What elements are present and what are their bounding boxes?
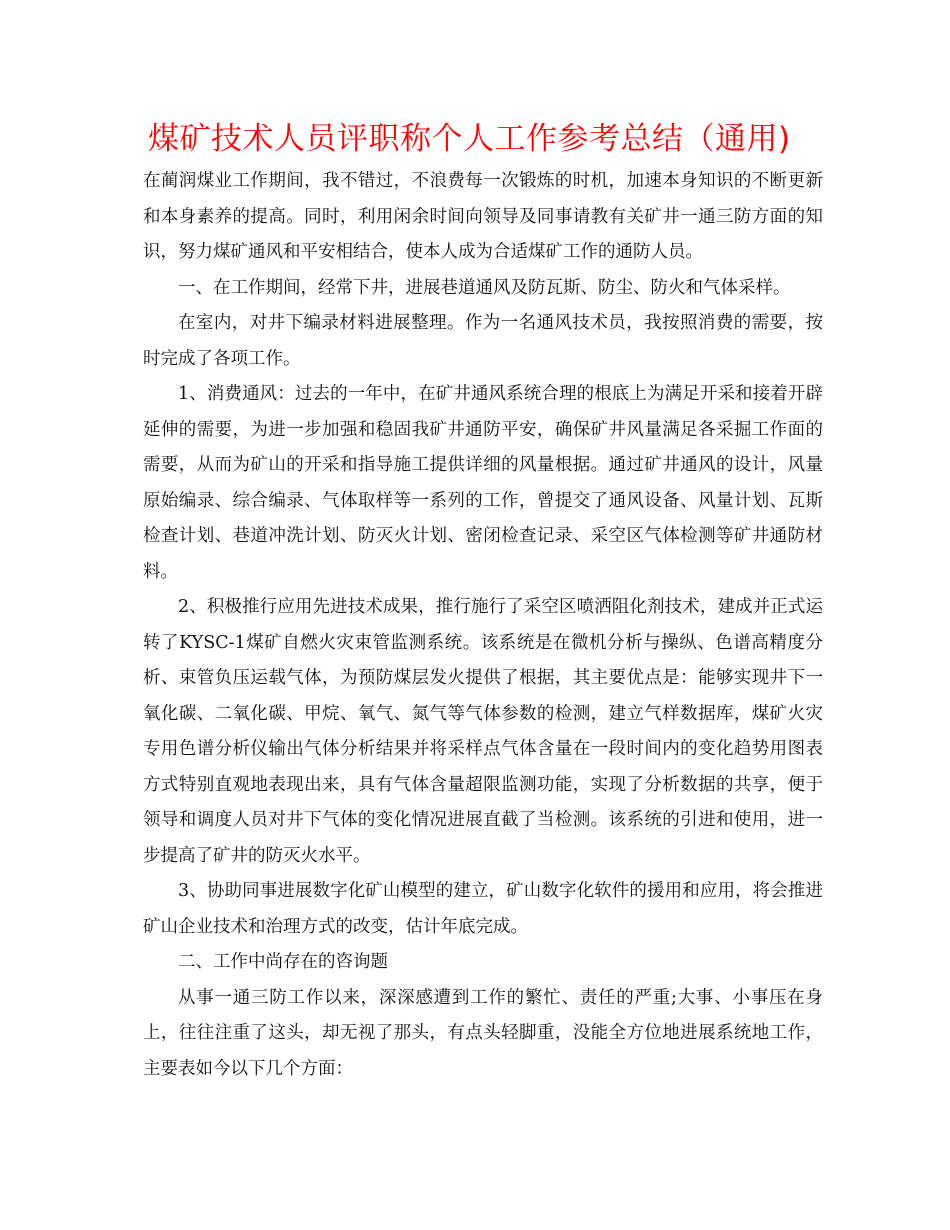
document-body xyxy=(143,164,823,1087)
paragraph-item-3: 3、协助同事进展数字化矿山模型的建立，矿山数字化软件的援用和应用，将会推进矿山企业技术和治理方式的改变，估计年底完成。 xyxy=(143,881,823,937)
paragraph-section-1-heading: 一、在工作期间，经常下井，进展巷道通风及防瓦斯、防尘、防火和气体采样。 xyxy=(178,277,791,298)
paragraph-problems: 从事一通三防工作以来，深深感遭到工作的繁忙、责任的严重;大事、小事压在身上，往往注重了这头，却无视了那头，有点头轻脚重，没能全方位地进展系统地工作，主要表如今以下几个方面： xyxy=(143,987,823,1079)
paragraph-item-2: 2、积极推行应用先进技术成果，推行施行了采空区喷洒阻化剂技术，建成并正式运转了KYSC-1煤矿自燃火灾束管监测系统。该系统是在微机分析与操纵、色谱高精度分析、束管负压运载气体，为预防煤层发火提供了根据，其主要优点是：能够实现井下一氧化碳、二氧化碳、甲烷、氧气、氮气等气体参数的检测，建立气样数据库，煤矿火灾专用色谱分析仪输出气体分析结果并将采样点气体含量在一段时间内的变化趋势用图表方式特别直观地表现出来，具有气体含量超限监测功能，实现了分析数据的共享，便于领导和调度人员对井下气体的变化情况进展直截了当检测。该系统的引进和使用，进一步提高了矿井的防灭火水平。 xyxy=(143,597,823,866)
paragraph-item-1: 1、消费通风：过去的一年中，在矿井通风系统合理的根底上为满足开采和接着开辟延伸的需要，为进一步加强和稳固我矿井通防平安，确保矿井风量满足各采掘工作面的需要，从而为矿山的开采和指导施工提供详细的风量根据。通过矿井通风的设计，风量原始编录、综合编录、气体取样等一系列的工作，曾提交了通风设备、风量计划、瓦斯检查计划、巷道冲洗计划、防灭火计划、密闭检查记录、采空区气体检测等矿井通防材料。 xyxy=(143,384,823,582)
paragraph-office-work: 在室内，对井下编录材料进展整理。作为一名通风技术员，我按照消费的需要，按时完成了各项工作。 xyxy=(143,313,823,369)
paragraph-intro: 在蔺润煤业工作期间，我不错过，不浪费每一次锻炼的时机，加速本身知识的不断更新和本身素养的提高。同时，利用闲余时间向领导及同事请教有关矿井一通三防方面的知识，努力煤矿通风和平安相结合，使本人成为合适煤矿工作的通防人员。 xyxy=(143,171,823,262)
document-title: 煤矿技术人员评职称个人工作参考总结（通用) xyxy=(148,121,791,157)
paragraph-section-2-heading: 二、工作中尚存在的咨询题 xyxy=(178,952,388,972)
